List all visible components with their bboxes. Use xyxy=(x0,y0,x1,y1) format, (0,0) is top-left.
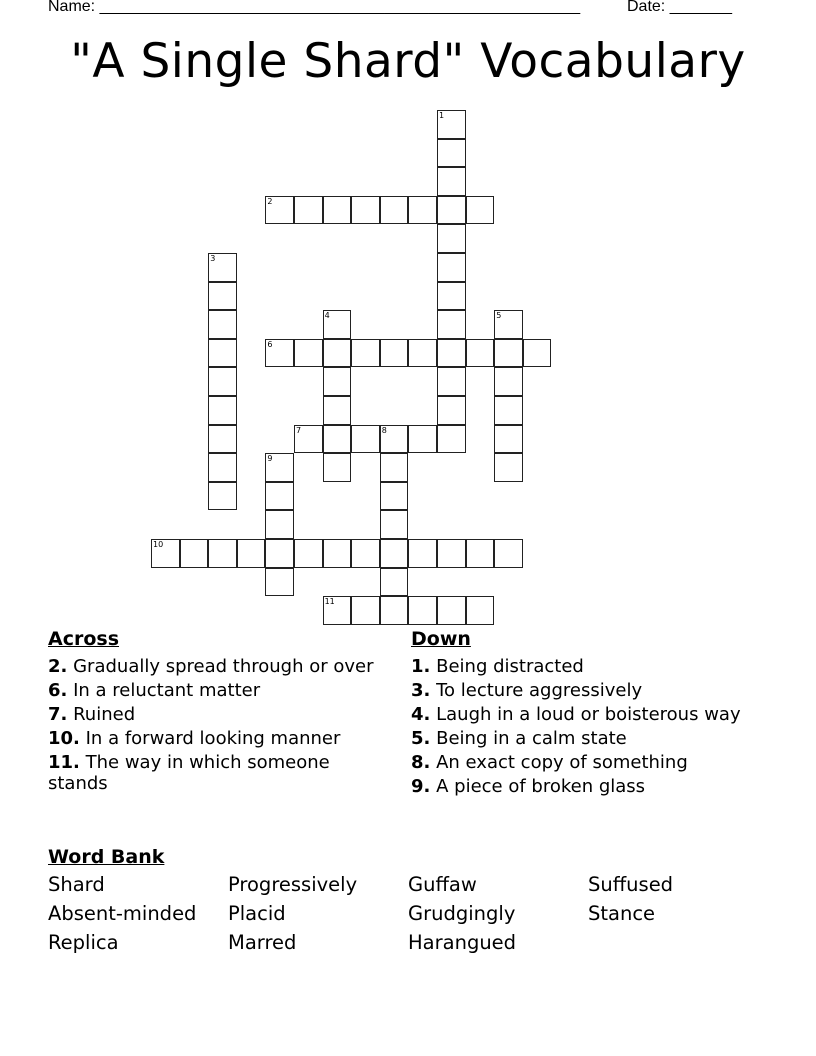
clue-down-9 xyxy=(411,776,741,797)
cell-number: 8 xyxy=(381,425,387,435)
cell-number: 10 xyxy=(153,540,164,549)
clue-number: 9. xyxy=(411,776,431,797)
clue-across-2 xyxy=(48,656,378,677)
down-clue-list xyxy=(411,656,741,797)
grid-cell xyxy=(208,253,237,282)
clue-text: A piece of broken glass xyxy=(436,776,646,797)
grid-cell xyxy=(380,339,409,368)
word-bank xyxy=(48,846,748,955)
page-title: "A Single Shard" Vocabulary xyxy=(70,34,746,89)
grid-cell xyxy=(494,367,523,396)
grid-cell xyxy=(208,425,237,454)
grid-cell xyxy=(437,367,466,396)
grid-cell xyxy=(494,396,523,425)
word-bank-item: Absent-minded xyxy=(48,902,197,925)
clue-across-7 xyxy=(48,704,378,725)
clue-down-1 xyxy=(411,656,741,677)
clue-text: The way in which someone stands xyxy=(48,752,330,794)
name-field-line: Name: ______________________________________________________ xyxy=(48,0,581,15)
word-bank-item: Progressively xyxy=(228,873,358,896)
word-bank-item: Suffused xyxy=(588,873,674,896)
clue-number: 2. xyxy=(48,656,68,677)
grid-cell xyxy=(408,539,437,568)
grid-cell xyxy=(380,482,409,511)
grid-cell xyxy=(351,425,380,454)
grid-cell xyxy=(437,110,466,139)
grid-cell xyxy=(437,253,466,282)
grid-cell xyxy=(494,425,523,454)
word-bank-item: Shard xyxy=(48,873,105,896)
grid-cell xyxy=(351,596,380,625)
grid-cell xyxy=(323,539,352,568)
clue-number: 11. xyxy=(48,752,80,773)
clue-across-10 xyxy=(48,728,378,749)
grid-cell xyxy=(494,339,523,368)
grid-cell xyxy=(408,196,437,225)
word-bank-item: Placid xyxy=(228,902,286,925)
grid-cell xyxy=(437,282,466,311)
grid-cell xyxy=(208,310,237,339)
grid-cell xyxy=(408,596,437,625)
grid-cell xyxy=(437,425,466,454)
clue-down-4 xyxy=(411,704,741,725)
grid-cell xyxy=(437,224,466,253)
grid-cell xyxy=(265,196,294,225)
across-clue-list xyxy=(48,656,378,794)
grid-cell xyxy=(323,453,352,482)
clue-number: 6. xyxy=(48,680,68,701)
grid-cell xyxy=(466,339,495,368)
clue-text: Being distracted xyxy=(436,656,584,677)
grid-cell xyxy=(494,453,523,482)
grid-cell xyxy=(380,453,409,482)
clue-text: Ruined xyxy=(73,704,136,725)
grid-cell xyxy=(437,339,466,368)
clue-text: Gradually spread through or over xyxy=(73,656,374,677)
clue-number: 10. xyxy=(48,728,80,749)
grid-cell xyxy=(208,367,237,396)
cell-number: 2 xyxy=(267,196,273,206)
clue-text: An exact copy of something xyxy=(436,752,688,773)
grid-cell xyxy=(380,425,409,454)
grid-cell xyxy=(380,539,409,568)
grid-cell xyxy=(380,596,409,625)
clue-number: 5. xyxy=(411,728,431,749)
cell-number: 4 xyxy=(324,311,330,321)
word-bank-item: Marred xyxy=(228,931,297,954)
grid-cell xyxy=(237,539,266,568)
clue-number: 4. xyxy=(411,704,431,725)
clue-number: 3. xyxy=(411,680,431,701)
grid-cell xyxy=(151,539,180,568)
date-field-line: Date: _______ xyxy=(627,0,732,15)
across-heading: Across xyxy=(48,628,120,650)
grid-cell xyxy=(208,453,237,482)
word-bank-list xyxy=(48,872,748,955)
grid-cell xyxy=(437,396,466,425)
grid-cell xyxy=(494,539,523,568)
clue-down-5 xyxy=(411,728,741,749)
grid-cell xyxy=(437,139,466,168)
word-bank-item: Harangued xyxy=(408,931,517,954)
grid-cell xyxy=(408,425,437,454)
grid-cell xyxy=(323,396,352,425)
grid-cell xyxy=(351,339,380,368)
grid-cell xyxy=(265,539,294,568)
clue-text: Being in a calm state xyxy=(436,728,627,749)
grid-cell xyxy=(437,310,466,339)
word-bank-item: Grudgingly xyxy=(408,902,516,925)
cell-number: 1 xyxy=(439,111,445,120)
grid-cell xyxy=(265,339,294,368)
grid-cell xyxy=(380,510,409,539)
grid-cell xyxy=(323,310,352,339)
across-clues xyxy=(48,628,378,797)
grid-cell xyxy=(323,425,352,454)
cell-number: 7 xyxy=(296,425,302,435)
cell-number: 6 xyxy=(267,339,273,349)
grid-cell xyxy=(208,396,237,425)
grid-cell xyxy=(180,539,209,568)
grid-cell xyxy=(265,510,294,539)
word-bank-item: Stance xyxy=(588,902,656,925)
grid-cell xyxy=(323,596,352,625)
grid-cell xyxy=(437,596,466,625)
grid-cell xyxy=(351,539,380,568)
grid-cell xyxy=(437,167,466,196)
grid-cell xyxy=(466,539,495,568)
clue-across-6 xyxy=(48,680,378,701)
grid-cell xyxy=(323,367,352,396)
grid-cell xyxy=(208,539,237,568)
grid-cell xyxy=(466,596,495,625)
grid-cell xyxy=(294,425,323,454)
grid-cell xyxy=(208,339,237,368)
clue-text: In a forward looking manner xyxy=(85,728,341,749)
clue-text: To lecture aggressively xyxy=(436,680,643,701)
clue-number: 7. xyxy=(48,704,68,725)
grid-cell xyxy=(351,196,380,225)
cell-number: 9 xyxy=(267,454,273,464)
grid-cell xyxy=(380,568,409,597)
cell-number: 5 xyxy=(496,311,502,321)
word-bank-item: Replica xyxy=(48,931,119,954)
grid-cell xyxy=(466,196,495,225)
down-clues xyxy=(411,628,741,800)
cell-number: 11 xyxy=(324,597,335,607)
grid-cell xyxy=(523,339,552,368)
grid-cell xyxy=(408,339,437,368)
grid-cell xyxy=(208,282,237,311)
grid-cell xyxy=(380,196,409,225)
grid-cell xyxy=(294,196,323,225)
grid-cell xyxy=(208,482,237,511)
grid-cell xyxy=(265,568,294,597)
clue-down-8 xyxy=(411,752,741,773)
grid-cell xyxy=(323,339,352,368)
word-bank-item: Guffaw xyxy=(408,873,477,896)
grid-cell xyxy=(294,339,323,368)
grid-cell xyxy=(437,539,466,568)
clue-text: Laugh in a loud or boisterous way xyxy=(436,704,741,725)
grid-cell xyxy=(265,482,294,511)
grid-cell xyxy=(437,196,466,225)
down-heading: Down xyxy=(411,628,471,650)
word-bank-heading: Word Bank xyxy=(48,846,165,868)
grid-cell xyxy=(323,196,352,225)
clue-number: 1. xyxy=(411,656,431,677)
grid-cell xyxy=(294,539,323,568)
clue-text: In a reluctant matter xyxy=(73,680,261,701)
grid-cell xyxy=(494,310,523,339)
clue-number: 8. xyxy=(411,752,431,773)
clue-down-3 xyxy=(411,680,741,701)
cell-number: 3 xyxy=(210,254,216,263)
clue-across-11 xyxy=(48,752,378,794)
grid-cell xyxy=(265,453,294,482)
